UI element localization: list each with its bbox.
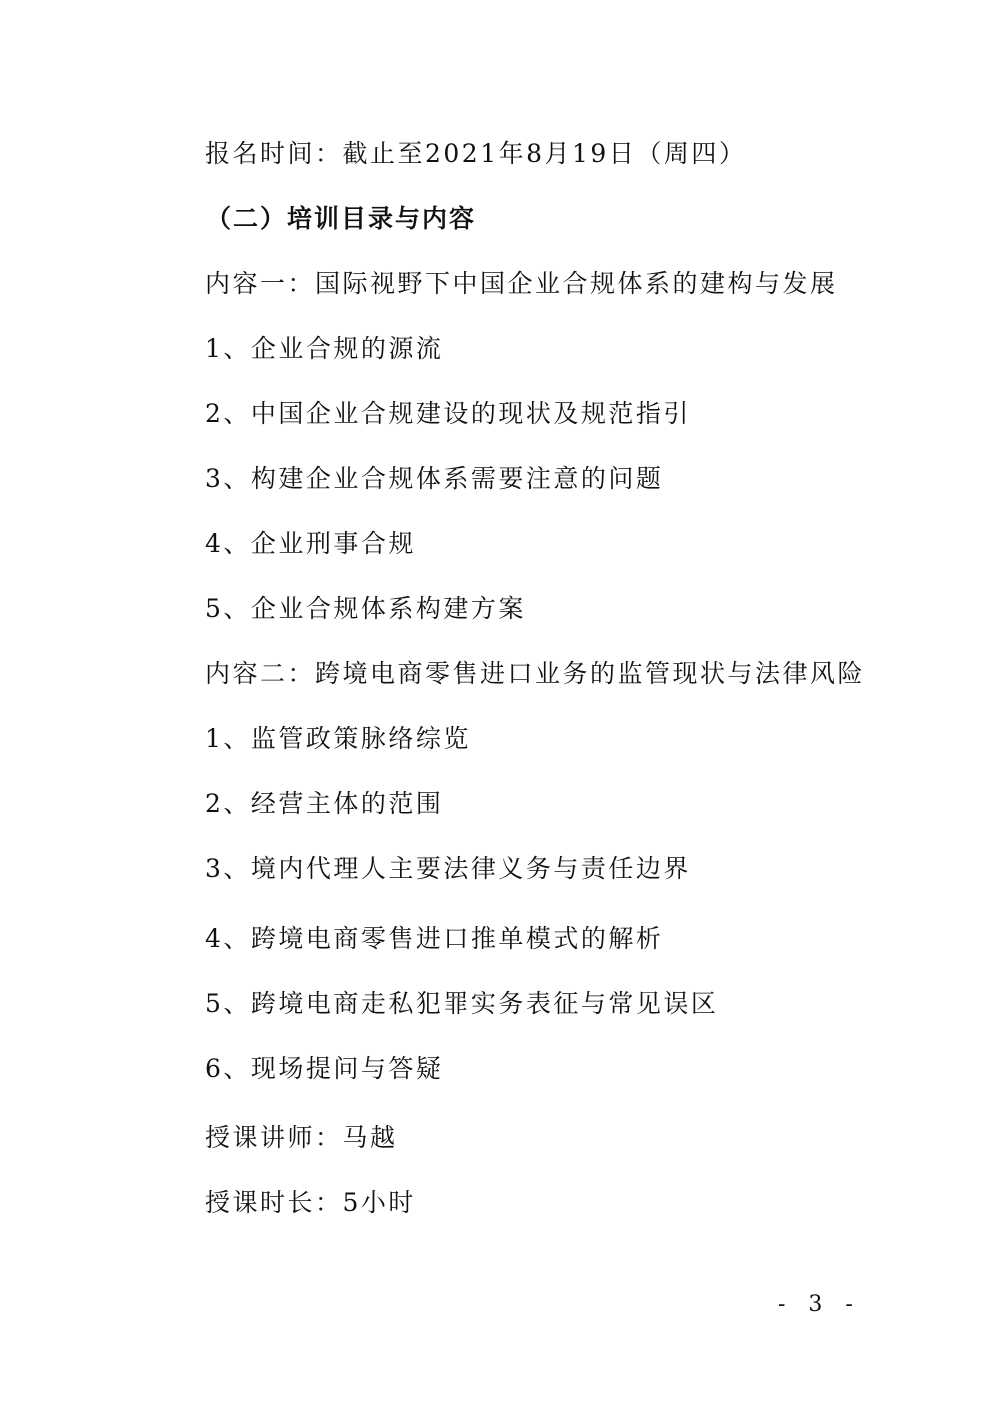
content-one-item-4: 4、企业刑事合规: [205, 529, 416, 558]
content-one-item-2: 2、中国企业合规建设的现状及规范指引: [205, 399, 691, 428]
content-one-title: 内容一：国际视野下中国企业合规体系的建构与发展: [205, 269, 838, 298]
content-two-item-5: 5、跨境电商走私犯罪实务表征与常见误区: [205, 989, 719, 1018]
content-two-title: 内容二：跨境电商零售进口业务的监管现状与法律风险: [205, 659, 866, 688]
content-one-item-1: 1、企业合规的源流: [205, 334, 444, 363]
content-two-item-2: 2、经营主体的范围: [205, 789, 444, 818]
content-two-item-3: 3、境内代理人主要法律义务与责任边界: [205, 854, 691, 883]
instructor-text: 授课讲师：马越: [205, 1123, 398, 1152]
content-two-item-6: 6、现场提问与答疑: [205, 1054, 444, 1083]
page-number: - 3 -: [778, 1292, 861, 1317]
registration-time-text: 报名时间：截止至2021年8月19日（周四）: [205, 139, 747, 168]
content-one-item-5: 5、企业合规体系构建方案: [205, 594, 526, 623]
duration-text: 授课时长：5小时: [205, 1188, 416, 1217]
content-two-item-4: 4、跨境电商零售进口推单模式的解析: [205, 924, 664, 953]
content-one-item-3: 3、构建企业合规体系需要注意的问题: [205, 464, 664, 493]
section-heading: （二）培训目录与内容: [206, 204, 477, 233]
content-two-item-1: 1、监管政策脉络综览: [205, 724, 471, 753]
